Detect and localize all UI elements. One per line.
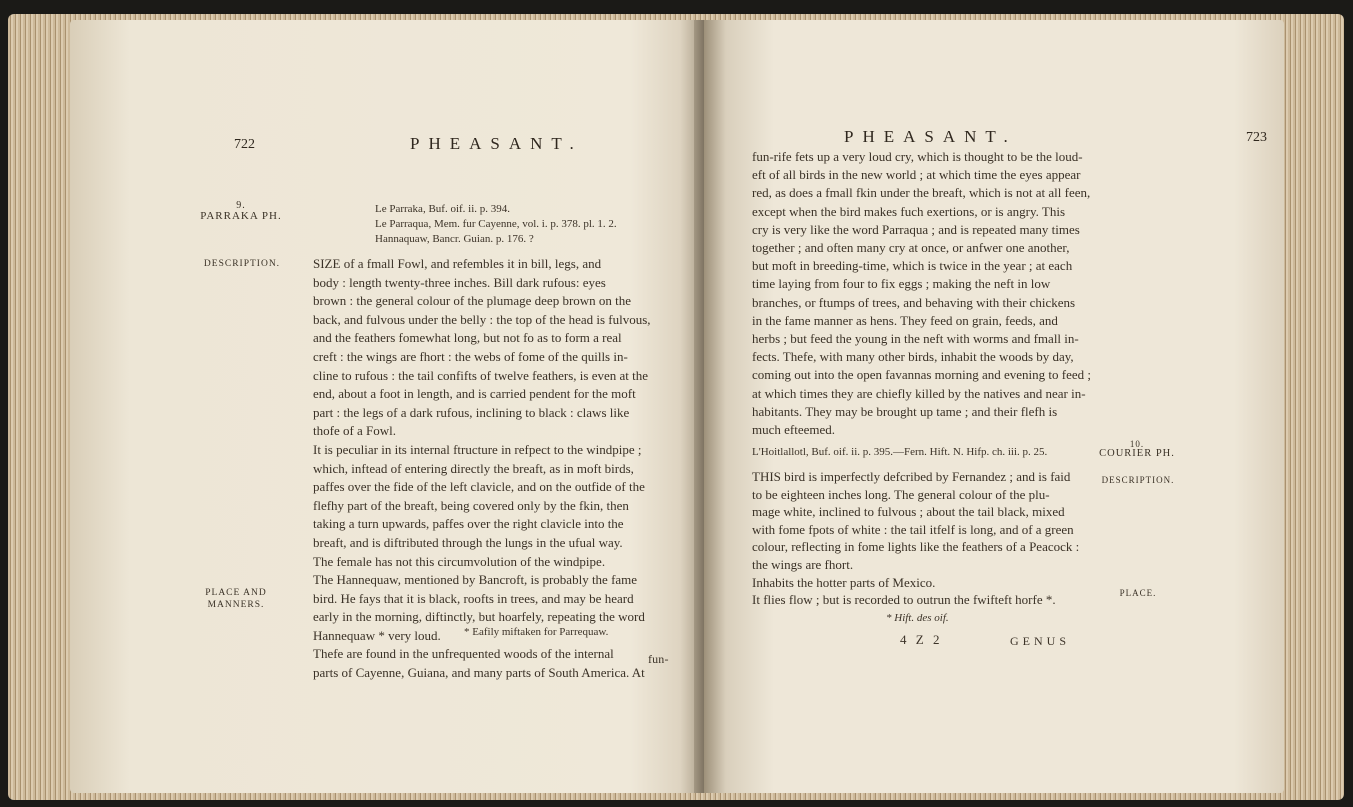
text-line: end, about a foot in length, and is carried pendent for the moft — [313, 386, 636, 402]
reference-1: Le Parraka, Buf. oif. ii. p. 394. — [375, 203, 511, 215]
text-line: The Hannequaw, mentioned by Bancroft, is probably the fame — [313, 572, 638, 588]
right-body-text-2 — [752, 468, 1079, 609]
text-line: together ; and often many cry at once, or anfwer one another, — [752, 240, 1070, 256]
footnote: * Eafily miftaken for Parrequaw. — [464, 626, 609, 638]
text-line: fun-rife fets up a very loud cry, which is thought to be the loud- — [752, 149, 1083, 164]
text-line: fects. Thefe, with many other birds, inhabit the woods by day, — [752, 349, 1074, 365]
text-line: parts of Cayenne, Guiana, and many parts of South America. At — [313, 665, 645, 681]
reference: L'Hoitlallotl, Buf. oif. ii. p. 395.—Fern. Hift. N. Hifp. ch. iii. p. 25. — [752, 446, 1048, 458]
text-line: time laying from four to fix eggs ; making the neft in low — [752, 276, 1051, 292]
text-line: colour, reflecting in fome lights like the feathers of a Peacock : — [752, 539, 1080, 555]
right-page — [704, 20, 1284, 793]
running-header: PHEASANT. — [844, 127, 1017, 146]
text-line: the wings are fhort. — [752, 556, 854, 572]
text-line: SIZE of a fmall Fowl, and refembles it in bill, legs, and — [313, 256, 602, 271]
text-line: THIS bird is imperfectly defcribed by Fernandez ; and is faid — [752, 469, 1071, 484]
text-line: habitants. They may be brought up tame ; and their flefh is — [752, 403, 1058, 419]
text-line: mage white, inclined to fulvous ; about the tail black, mixed — [752, 504, 1065, 520]
left-body-text — [313, 255, 651, 683]
page-number: 723 — [1246, 130, 1267, 145]
entry-name: PARRAKA PH. — [200, 210, 282, 222]
entry-number: 10. — [1129, 439, 1145, 449]
reference-2: Le Parraqua, Mem. fur Cayenne, vol. i. p. 378. pl. 1. 2. — [375, 218, 617, 230]
text-line: brown : the general colour of the plumage deep brown on the — [313, 293, 632, 309]
margin-place: PLACE. — [1119, 588, 1157, 598]
page-number: 722 — [234, 137, 255, 152]
text-line: but moft in breeding-time, which is twice in the year ; at each — [752, 258, 1073, 274]
text-line: bird. He fays that it is black, roofts in trees, and may be heard — [313, 590, 634, 606]
signature-mark: 4 Z 2 — [900, 632, 943, 647]
right-body-text — [752, 148, 1091, 439]
text-line: Hannequaw * very loud. — [313, 627, 441, 643]
left-page — [70, 20, 704, 793]
text-line: coming out into the open favannas morning and evening to feed ; — [752, 367, 1091, 383]
catchword: GENUS — [1010, 634, 1071, 648]
text-line: breaft, and is diftributed through the lungs in the ufual way. — [313, 534, 623, 550]
entry-name: COURIER PH. — [1099, 448, 1175, 459]
entry-number: 9. — [236, 200, 246, 211]
text-line: which, inftead of entering directly the breaft, as in moft birds, — [313, 460, 634, 476]
margin-place-and-manners: PLACE AND MANNERS. — [205, 588, 267, 610]
text-line: taking a turn upwards, paffes over the right clavicle into the — [313, 516, 624, 532]
text-line: flefhy part of the breaft, being covered only by the fkin, then — [313, 497, 629, 513]
text-line: cry is very like the word Parraqua ; and is repeated many times — [752, 221, 1080, 237]
text-line: Inhabits the hotter parts of Mexico. — [752, 574, 936, 590]
text-line: red, as does a fmall fkin under the breaft, which is not at all feen, — [752, 185, 1091, 201]
text-line: creft : the wings are fhort : the webs of fome of the quills in- — [313, 348, 628, 364]
text-line: It is peculiar in its internal ftructure in refpect to the windpipe ; — [313, 441, 642, 457]
margin-description: DESCRIPTION. — [1101, 475, 1175, 485]
text-line: in the fame manner as hens. They feed on grain, feeds, and — [752, 312, 1058, 328]
margin-description: DESCRIPTION. — [203, 259, 281, 269]
text-line: early in the morning, diftinctly, but hoarfely, repeating the word — [313, 609, 645, 625]
text-line: Thefe are found in the unfrequented woods of the internal — [313, 646, 614, 662]
text-line: except when the bird makes fuch exertions, or is angry. This — [752, 203, 1065, 219]
catchword: fun- — [648, 652, 669, 666]
text-line: to be eighteen inches long. The general colour of the plu- — [752, 486, 1050, 502]
text-line: body : length twenty-three inches. Bill dark rufous: eyes — [313, 274, 606, 290]
text-line: It flies flow ; but is recorded to outrun the fwifteft horfe *. — [752, 592, 1056, 608]
text-line: branches, or ftumps of trees, and behaving with their chickens — [752, 294, 1076, 310]
text-line: herbs ; but feed the young in the neft with worms and fmall in- — [752, 331, 1079, 347]
text-line: The female has not this circumvolution of the windpipe. — [313, 553, 606, 569]
footnote: * Hift. des oif. — [886, 612, 949, 624]
reference-3: Hannaquaw, Bancr. Guian. p. 176. ? — [375, 233, 534, 245]
text-line: part : the legs of a dark rufous, inclining to black : claws like — [313, 404, 630, 420]
text-line: at which times they are chiefly killed by the natives and near in- — [752, 385, 1086, 401]
text-line: eft of all birds in the new world ; at which time the eyes appear — [752, 167, 1081, 183]
text-line: with fome fpots of white : the tail itfelf is long, and of a green — [752, 521, 1074, 537]
text-line: and the feathers fomewhat long, but not fo as to form a real — [313, 330, 622, 346]
running-header: PHEASANT. — [410, 134, 583, 153]
text-line: thofe of a Fowl. — [313, 423, 397, 439]
text-line: paffes over the fide of the left clavicle, and on the outfide of the — [313, 479, 645, 495]
text-line: cline to rufous : the tail confifts of twelve feathers, is even at the — [313, 367, 648, 383]
text-line: much efteemed. — [752, 422, 836, 438]
text-line: back, and fulvous under the belly : the top of the head is fulvous, — [313, 311, 651, 327]
